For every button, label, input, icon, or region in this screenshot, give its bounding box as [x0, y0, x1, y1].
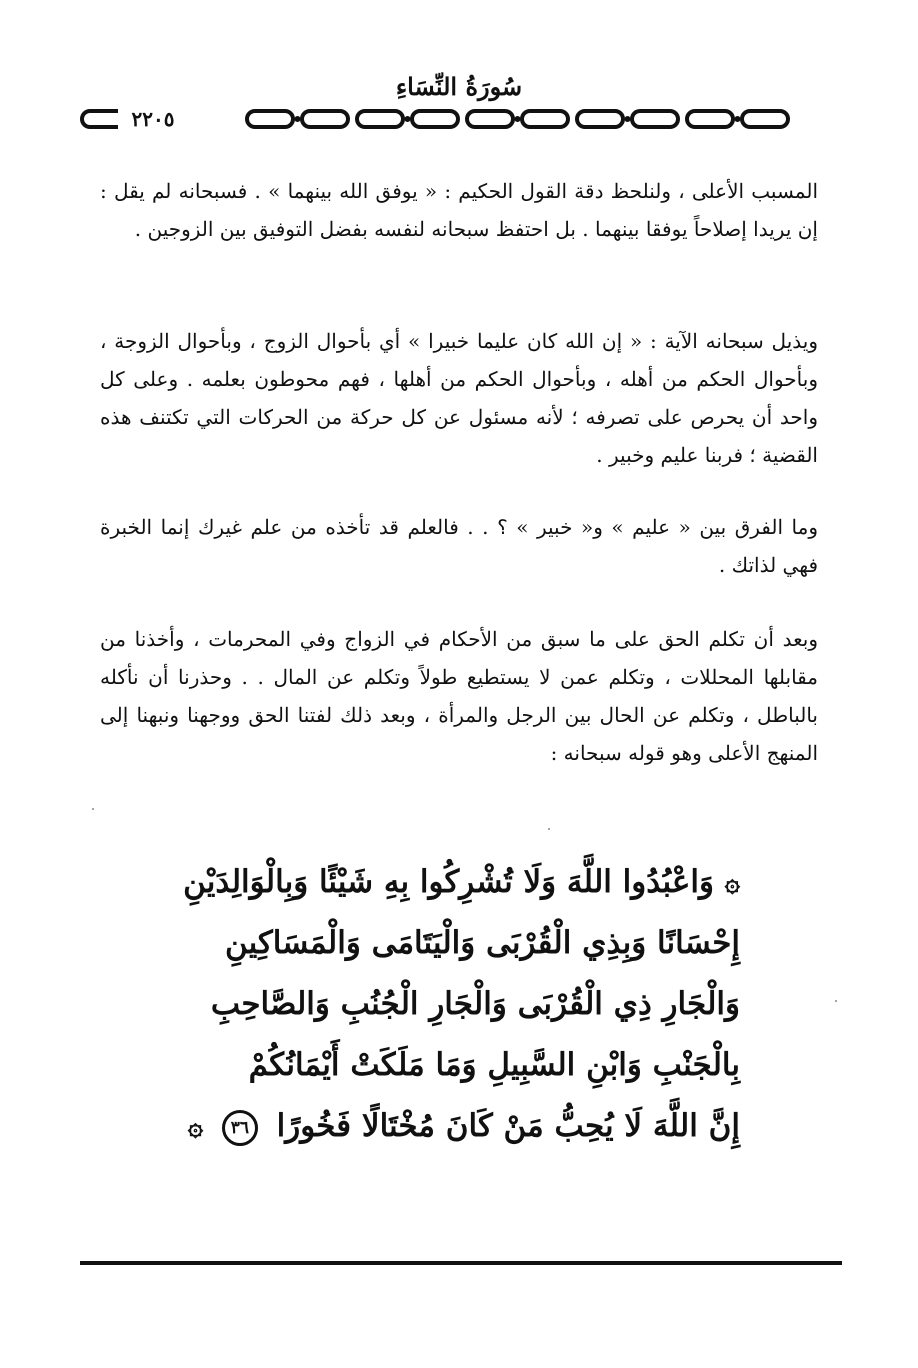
- verse-line-1: [160, 852, 740, 913]
- paragraph-1: المسبب الأعلى ، ولنلحظ دقة القول الحكيم : « يوفق الله بينهما » . فسبحانه لم يقل : إن يريدا إصلاحاً يوفقا بينهما . بل احتفظ سبحانه لنفسه بفضل التوفيق بين الزوجين .: [100, 179, 819, 241]
- chain-link: [577, 111, 623, 127]
- scan-speck: [835, 1000, 837, 1002]
- chain-link: [247, 111, 293, 127]
- chain-link: [357, 111, 403, 127]
- verse-line-4: بِالْجَنْبِ وَابْنِ السَّبِيلِ وَمَا مَلَكَتْ أَيْمَانُكُمْ: [248, 1047, 740, 1083]
- quran-verse: [160, 852, 740, 1157]
- chain-link: [687, 111, 733, 127]
- ayah-number-badge: ٣٦: [222, 1110, 258, 1146]
- paragraph-3: وما الفرق بين « عليم » و« خبير » ؟ . . فالعلم قد تأخذه من علم غيرك إنما الخبرة فهي لذاتك .: [100, 515, 818, 577]
- chain-link: [412, 111, 458, 127]
- chain-link: [742, 111, 788, 127]
- scan-speck: [92, 808, 94, 810]
- chain-dot: [625, 116, 631, 122]
- chain-dot: [295, 116, 301, 122]
- surah-title: سُورَةُ النِّسَاءِ: [395, 72, 523, 101]
- chain-link: [467, 111, 513, 127]
- chain-link: [302, 111, 348, 127]
- page-number: ٢٢٠٥: [118, 104, 188, 134]
- decorative-chain-border: [78, 104, 838, 134]
- verse-line-5-text: إِنَّ اللَّهَ لَا يُحِبُّ مَنْ كَانَ مُخْتَالًا فَخُورًا: [276, 1108, 740, 1144]
- scan-speck: [548, 828, 550, 830]
- chain-link: [632, 111, 678, 127]
- verse-line-1-text: وَاعْبُدُوا اللَّهَ وَلَا تُشْرِكُوا بِهِ شَيْئًا وَبِالْوَالِدَيْنِ: [183, 864, 714, 900]
- chain-dot: [735, 116, 741, 122]
- chain-dot: [405, 116, 411, 122]
- paragraph-4: وبعد أن تكلم الحق على ما سبق من الأحكام في الزواج وفي المحرمات ، وأخذنا من مقابلها المحللات ، وتكلم عمن لا يستطيع طولاً وتكلم عن المال . . وحذرنا أن نأكله بالباطل ، وتكلم عن الحال بين الرجل والمرأة ، وبعد ذلك لفتنا الحق ووجهنا ونبهنا إلى المنهج الأعلى وهو قوله سبحانه :: [100, 627, 818, 765]
- verse-line-5: [160, 1096, 740, 1157]
- verse-line-3: وَالْجَارِ ذِي الْقُرْبَى وَالْجَارِ الْجُنُبِ وَالصَّاحِبِ: [210, 986, 740, 1022]
- verse-line-2: إِحْسَانًا وَبِذِي الْقُرْبَى وَالْيَتَامَى وَالْمَسَاكِينِ: [225, 925, 740, 961]
- paragraph-2: ويذيل سبحانه الآية : « إن الله كان عليما خبيرا » أي بأحوال الزوج ، وبأحوال الزوجة ، وبأحوال الحكم من أهله ، وبأحوال الحكم من أهلها ، فهم محوطون بعلمه . وعلى كل واحد أن يحرص على تصرفه ؛ لأنه مسئول عن كل حركة من الحركات التي تكتنف هذه القضية ؛ فربنا عليم وخبير .: [100, 329, 818, 467]
- bottom-rule: [80, 1261, 842, 1265]
- chain-dot: [515, 116, 521, 122]
- chain-link: [522, 111, 568, 127]
- verse-open-ornament-icon: ۞: [724, 868, 740, 898]
- verse-close-ornament-icon: ۞: [187, 1112, 204, 1142]
